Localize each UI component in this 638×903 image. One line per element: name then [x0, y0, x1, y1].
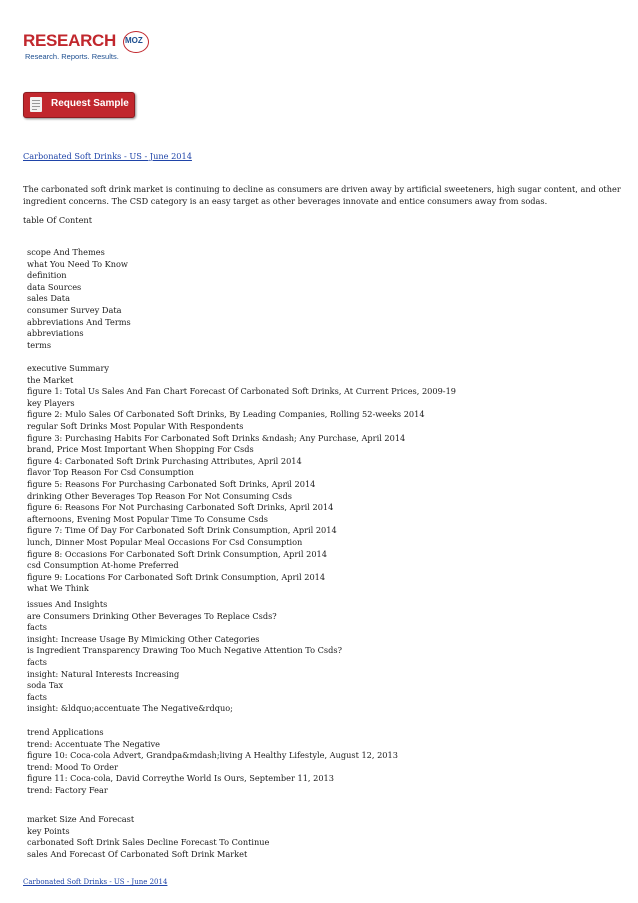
toc-entry: figure 1: Total Us Sales And Fan Chart Forecast Of Carbonated Soft Drinks, At Current Prices, 2009-19 — [27, 386, 456, 397]
toc-entry: sales And Forecast Of Carbonated Soft Drink Market — [27, 848, 248, 859]
toc-entry: consumer Survey Data — [27, 304, 122, 315]
toc-entry: executive Summary — [27, 363, 109, 373]
toc-entry: key Points — [27, 825, 70, 836]
report-summary: The carbonated soft drink market is continuing to decline as consumers are driven away by artificial sweeteners, high sugar content, and other ingredient concerns. The CSD category is an easy target as other beverages innovate and entice consumers away from sodas. — [23, 184, 621, 206]
toc-entry: figure 3: Purchasing Habits For Carbonated Soft Drinks &ndash; Any Purchase, April 2014 — [27, 432, 406, 443]
toc-entry: abbreviations — [27, 328, 84, 339]
toc-entry: trend Applications — [27, 727, 104, 737]
toc-entry: scope And Themes — [27, 247, 105, 257]
toc-section-executive-summary — [27, 363, 617, 595]
toc-entry: insight: &ldquo;accentuate The Negative&rdquo; — [27, 703, 233, 714]
toc-heading: table Of Content — [23, 215, 92, 225]
toc-section-scope — [27, 247, 617, 351]
toc-entry: soda Tax — [27, 680, 64, 691]
toc-entry: figure 10: Coca-cola Advert, Grandpa&mdash;living A Healthy Lifestyle, August 12, 2013 — [27, 750, 398, 761]
toc-entry: figure 9: Locations For Carbonated Soft Drink Consumption, April 2014 — [27, 571, 326, 582]
toc-entry: flavor Top Reason For Csd Consumption — [27, 467, 194, 478]
toc-entry: figure 8: Occasions For Carbonated Soft Drink Consumption, April 2014 — [27, 548, 327, 559]
toc-entry: the Market — [27, 374, 74, 385]
toc-entry: insight: Natural Interests Increasing — [27, 668, 180, 679]
toc-section-market-size — [27, 814, 617, 860]
logo-badge-text: MOZ — [125, 36, 143, 45]
toc-entry: figure 6: Reasons For Not Purchasing Carbonated Soft Drinks, April 2014 — [27, 502, 334, 513]
toc-entry: facts — [27, 622, 47, 633]
toc-entry: trend: Mood To Order — [27, 761, 118, 772]
toc-entry: market Size And Forecast — [27, 814, 135, 824]
toc-entry: trend: Factory Fear — [27, 784, 108, 795]
toc-entry: sales Data — [27, 293, 70, 304]
toc-entry: what You Need To Know — [27, 258, 128, 269]
footer-report-link[interactable]: Carbonated Soft Drinks - US - June 2014 — [23, 878, 168, 886]
toc-entry: figure 5: Reasons For Purchasing Carbonated Soft Drinks, April 2014 — [27, 478, 316, 489]
logo-tagline: Research. Reports. Results. — [25, 52, 119, 61]
toc-section-issues-insights — [27, 599, 617, 715]
toc-entry: afternoons, Evening Most Popular Time To Consume Csds — [27, 513, 268, 524]
moz-badge-icon — [123, 31, 149, 53]
toc-entry: abbreviations And Terms — [27, 316, 131, 327]
document-icon — [30, 97, 42, 112]
request-sample-button[interactable] — [23, 92, 135, 118]
toc-entry: definition — [27, 270, 67, 281]
toc-entry: figure 7: Time Of Day For Carbonated Soft Drink Consumption, April 2014 — [27, 525, 337, 536]
toc-entry: trend: Accentuate The Negative — [27, 738, 161, 749]
logo-wordmark: RESEARCH — [23, 31, 117, 50]
toc-entry: are Consumers Drinking Other Beverages To Replace Csds? — [27, 610, 277, 621]
toc-entry: brand, Price Most Important When Shopping For Csds — [27, 444, 254, 455]
toc-entry: facts — [27, 656, 47, 667]
toc-entry: figure 11: Coca-cola, David Correythe World Is Ours, September 11, 2013 — [27, 773, 334, 784]
toc-entry: drinking Other Beverages Top Reason For Not Consuming Csds — [27, 490, 292, 501]
toc-entry: data Sources — [27, 281, 82, 292]
toc-entry: figure 4: Carbonated Soft Drink Purchasing Attributes, April 2014 — [27, 455, 302, 466]
toc-entry: lunch, Dinner Most Popular Meal Occasions For Csd Consumption — [27, 536, 303, 547]
request-sample-label: Request Sample — [51, 98, 129, 109]
toc-entry: facts — [27, 691, 47, 702]
toc-entry: figure 2: Mulo Sales Of Carbonated Soft Drinks, By Leading Companies, Rolling 52-weeks 2014 — [27, 409, 425, 420]
toc-entry: what We Think — [27, 583, 89, 594]
toc-entry: insight: Increase Usage By Mimicking Other Categories — [27, 633, 260, 644]
report-title-link[interactable]: Carbonated Soft Drinks - US - June 2014 — [23, 151, 192, 161]
researchmoz-logo — [23, 31, 143, 65]
toc-entry: csd Consumption At-home Preferred — [27, 560, 179, 571]
toc-section-trend-applications — [27, 727, 617, 797]
toc-entry: key Players — [27, 397, 75, 408]
toc-entry: carbonated Soft Drink Sales Decline Forecast To Continue — [27, 837, 270, 848]
toc-entry: is Ingredient Transparency Drawing Too Much Negative Attention To Csds? — [27, 645, 342, 656]
toc-entry: issues And Insights — [27, 599, 108, 609]
toc-entry: regular Soft Drinks Most Popular With Respondents — [27, 420, 244, 431]
toc-entry: terms — [27, 339, 52, 350]
